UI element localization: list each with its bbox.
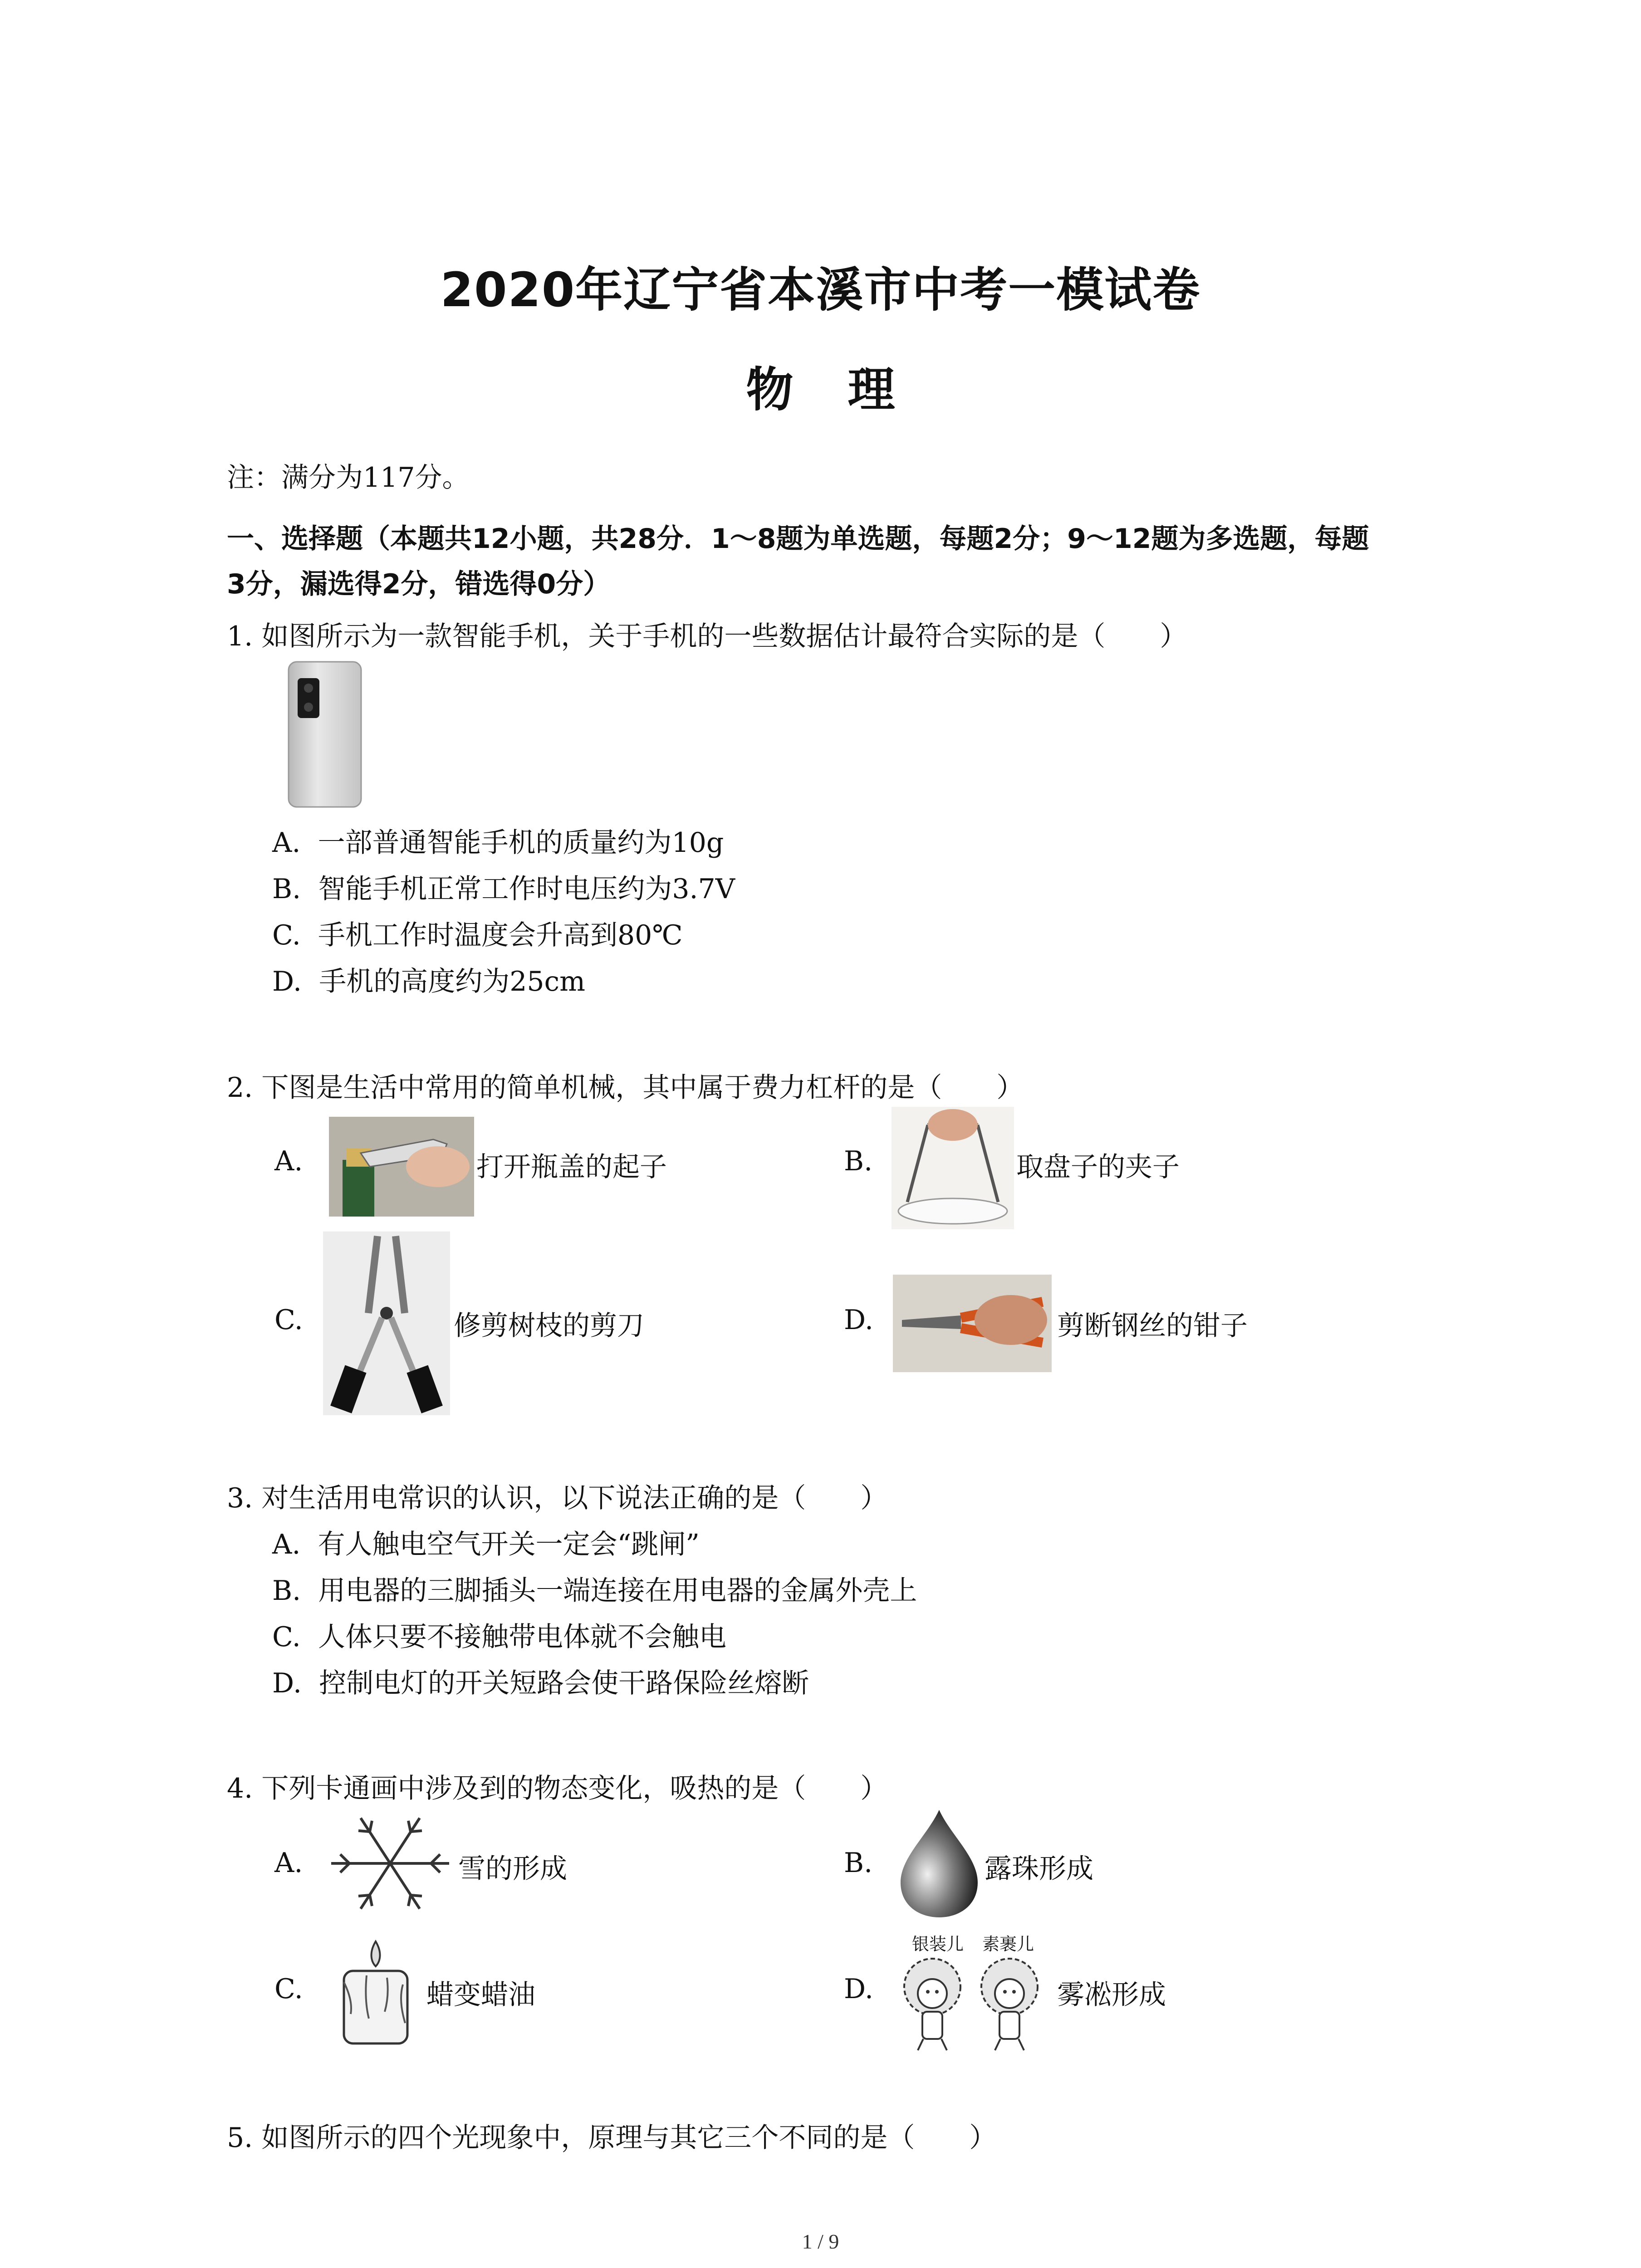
pliers-image xyxy=(893,1275,1052,1372)
question-4-stem: 4. 下列卡通画中涉及到的物态变化，吸热的是（ ） xyxy=(227,1773,888,1804)
q2-option-a-letter: A. xyxy=(274,1145,303,1177)
q4-option-d-letter: D. xyxy=(844,1973,874,2005)
score-note: 注：满分为117分。 xyxy=(227,462,470,494)
question-5-stem: 5. 如图所示的四个光现象中，原理与其它三个不同的是（ ） xyxy=(227,2122,997,2154)
page-number: 1 / 9 xyxy=(802,2230,839,2253)
section-heading-line2: 3分，漏选得2分，错选得0分） xyxy=(227,568,611,600)
candle-icon xyxy=(326,1932,426,2053)
exam-title: 2020年辽宁省本溪市中考一模试卷 xyxy=(440,262,1201,318)
q1-option-b: B. 智能手机正常工作时电压约为3.7V xyxy=(272,873,735,905)
question-2-stem: 2. 下图是生活中常用的简单机械，其中属于费力杠杆的是（ ） xyxy=(227,1072,1024,1104)
section-heading-line1: 一、选择题（本题共12小题，共28分．1～8题为单选题，每题2分；9～12题为多选题，每题 xyxy=(227,523,1369,555)
rime-cartoon-icon xyxy=(896,1953,1046,2055)
dewdrop-icon xyxy=(896,1808,982,1919)
q2-option-b-letter: B. xyxy=(844,1145,873,1177)
subject-char: 物 xyxy=(746,362,794,417)
q4-option-b-text: 露珠形成 xyxy=(985,1853,1093,1885)
q2-option-c-text: 修剪树枝的剪刀 xyxy=(454,1310,644,1342)
snowflake-icon xyxy=(327,1814,454,1912)
plate-clamp-image xyxy=(892,1107,1014,1229)
question-1-stem: 1. 如图所示为一款智能手机，关于手机的一些数据估计最符合实际的是（ ） xyxy=(227,621,1187,652)
subject-title xyxy=(0,352,1641,420)
q4-option-d-text: 雾凇形成 xyxy=(1057,1979,1166,2011)
q1-option-c: C. 手机工作时温度会升高到80℃ xyxy=(272,919,683,951)
cartoon-label-left: 银装儿 xyxy=(912,1934,964,1954)
subject-char: 理 xyxy=(847,362,895,417)
q4-option-a-letter: A. xyxy=(274,1847,303,1879)
q4-option-c-letter: C. xyxy=(274,1973,303,2005)
bottle-opener-image xyxy=(329,1117,474,1217)
q3-option-c: C. 人体只要不接触带电体就不会触电 xyxy=(272,1621,726,1653)
q2-option-b-text: 取盘子的夹子 xyxy=(1016,1151,1180,1183)
q2-option-a-text: 打开瓶盖的起子 xyxy=(476,1151,667,1183)
q2-option-c-letter: C. xyxy=(274,1304,303,1336)
smartphone-image xyxy=(285,660,367,810)
q2-option-d-text: 剪断钢丝的钳子 xyxy=(1057,1310,1248,1342)
q1-option-d: D. 手机的高度约为25cm xyxy=(272,966,586,997)
q3-option-b: B. 用电器的三脚插头一端连接在用电器的金属外壳上 xyxy=(272,1575,917,1607)
q2-option-d-letter: D. xyxy=(844,1304,874,1336)
q4-option-b-letter: B. xyxy=(844,1847,873,1879)
q3-option-d: D. 控制电灯的开关短路会使干路保险丝熔断 xyxy=(272,1667,809,1699)
cartoon-label-right: 素裹儿 xyxy=(982,1934,1034,1954)
question-3-stem: 3. 对生活用电常识的认识，以下说法正确的是（ ） xyxy=(227,1482,888,1514)
pruning-shears-image xyxy=(323,1232,450,1415)
q3-option-a: A. 有人触电空气开关一定会“跳闸” xyxy=(272,1529,700,1560)
q1-option-a: A. 一部普通智能手机的质量约为10g xyxy=(272,827,724,859)
q4-option-a-text: 雪的形成 xyxy=(458,1853,567,1885)
q4-option-c-text: 蜡变蜡油 xyxy=(426,1979,535,2011)
